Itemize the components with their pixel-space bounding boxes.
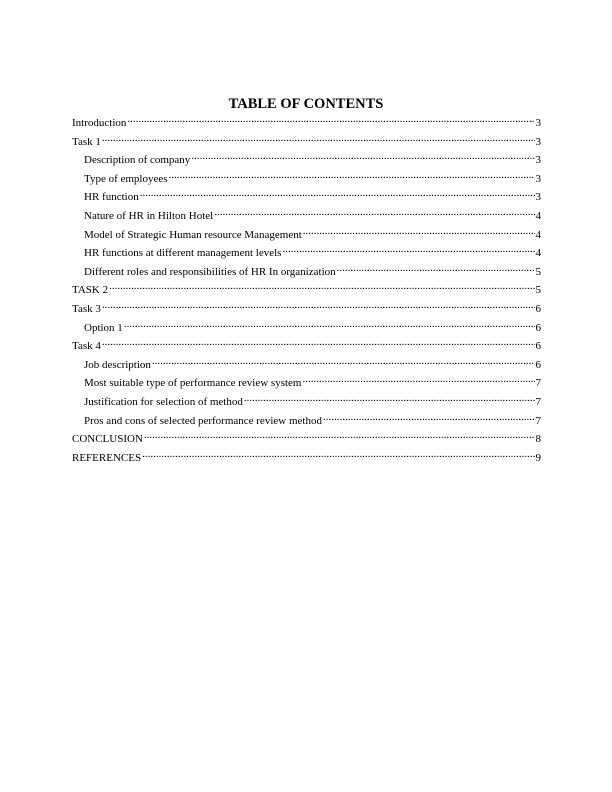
toc-entry-text: Type of employees bbox=[84, 172, 168, 185]
toc-entry-page: 3 bbox=[535, 117, 541, 129]
dot-leader bbox=[108, 280, 534, 293]
dot-leader bbox=[168, 169, 535, 182]
toc-entry-task-1[interactable] bbox=[72, 132, 541, 151]
dot-leader bbox=[141, 448, 534, 461]
toc-entry-text: Justification for selection of method bbox=[84, 395, 243, 408]
dot-leader bbox=[151, 355, 535, 368]
dot-leader bbox=[322, 411, 535, 424]
toc-entry-page: 3 bbox=[535, 191, 541, 204]
toc-entry-page: 3 bbox=[535, 154, 541, 167]
toc-entry-text: Task 3 bbox=[72, 302, 101, 315]
toc-entry-page: 7 bbox=[535, 377, 541, 390]
toc-list bbox=[72, 113, 541, 466]
toc-entry-task-2[interactable] bbox=[72, 280, 541, 299]
toc-entry-page: 6 bbox=[535, 302, 541, 315]
dot-leader bbox=[123, 318, 535, 331]
dot-leader bbox=[213, 206, 534, 219]
toc-entry-model-of-shrm[interactable] bbox=[72, 225, 541, 244]
toc-entry-page: 7 bbox=[535, 414, 541, 427]
toc-entry-text: HR functions at different management levels bbox=[84, 247, 282, 260]
toc-entry-text: Task 4 bbox=[72, 340, 101, 353]
toc-entry-page: 6 bbox=[535, 321, 541, 334]
toc-entry-hr-function[interactable] bbox=[72, 187, 541, 206]
toc-entry-page: 6 bbox=[535, 340, 541, 353]
dot-leader bbox=[143, 429, 535, 442]
toc-entry-job-description[interactable] bbox=[72, 355, 541, 374]
toc-entry-description-of-company[interactable] bbox=[72, 150, 541, 169]
toc-entry-introduction[interactable] bbox=[72, 113, 541, 132]
toc-entry-page: 7 bbox=[535, 395, 541, 408]
toc-entry-page: 3 bbox=[535, 172, 541, 185]
toc-entry-justification[interactable] bbox=[72, 392, 541, 411]
toc-entry-page: 6 bbox=[535, 358, 541, 371]
toc-entry-text: HR function bbox=[84, 191, 139, 204]
dot-leader bbox=[101, 336, 535, 349]
toc-entry-text: Option 1 bbox=[84, 321, 123, 334]
toc-entry-roles-responsibilities[interactable] bbox=[72, 262, 541, 281]
toc-entry-page: 5 bbox=[535, 284, 541, 297]
toc-entry-text: Nature of HR in Hilton Hotel bbox=[84, 209, 214, 222]
dot-leader bbox=[126, 113, 534, 126]
toc-entry-references[interactable] bbox=[72, 448, 541, 467]
toc-entry-task-4[interactable] bbox=[72, 336, 541, 355]
dot-leader bbox=[281, 243, 534, 256]
toc-entry-task-3[interactable] bbox=[72, 299, 541, 318]
toc-entry-hr-functions-management-levels[interactable] bbox=[72, 243, 541, 262]
toc-entry-page: 3 bbox=[535, 135, 541, 148]
toc-entry-text: Most suitable type of performance review system bbox=[84, 377, 302, 390]
toc-entry-page: 9 bbox=[535, 451, 541, 464]
toc-entry-page: 5 bbox=[535, 265, 541, 278]
toc-entry-performance-review-system[interactable] bbox=[72, 373, 541, 392]
toc-entry-nature-of-hr[interactable] bbox=[72, 206, 541, 225]
toc-entry-text: Pros and cons of selected performance review method bbox=[84, 414, 322, 427]
toc-entry-page: 4 bbox=[535, 228, 541, 241]
dot-leader bbox=[101, 132, 535, 145]
toc-entry-conclusion[interactable] bbox=[72, 429, 541, 448]
toc-entry-text: REFERENCES bbox=[72, 451, 142, 464]
dot-leader bbox=[336, 262, 535, 275]
toc-entry-type-of-employees[interactable] bbox=[72, 169, 541, 188]
toc-entry-pros-and-cons[interactable] bbox=[72, 411, 541, 430]
dot-leader bbox=[190, 150, 534, 163]
toc-entry-text: Description of company bbox=[84, 154, 191, 167]
dot-leader bbox=[302, 225, 535, 238]
toc-entry-text: Task 1 bbox=[72, 135, 101, 148]
toc-entry-text: Job description bbox=[84, 358, 151, 371]
dot-leader bbox=[139, 187, 535, 200]
dot-leader bbox=[101, 299, 535, 312]
toc-entry-page: 8 bbox=[535, 433, 541, 446]
dot-leader bbox=[243, 392, 535, 405]
toc-entry-page: 4 bbox=[535, 209, 541, 222]
toc-title: TABLE OF CONTENTS bbox=[228, 96, 384, 112]
toc-entry-option-1[interactable] bbox=[72, 318, 541, 337]
toc-entry-text: Different roles and responsibilities of HR In organization bbox=[84, 265, 336, 278]
toc-entry-text: Model of Strategic Human resource Management bbox=[84, 228, 302, 241]
toc-entry-text: Introduction bbox=[72, 117, 127, 129]
toc-entry-page: 4 bbox=[535, 247, 541, 260]
toc-entry-text: TASK 2 bbox=[72, 284, 109, 297]
toc-entry-text: CONCLUSION bbox=[72, 433, 143, 446]
dot-leader bbox=[302, 373, 535, 386]
